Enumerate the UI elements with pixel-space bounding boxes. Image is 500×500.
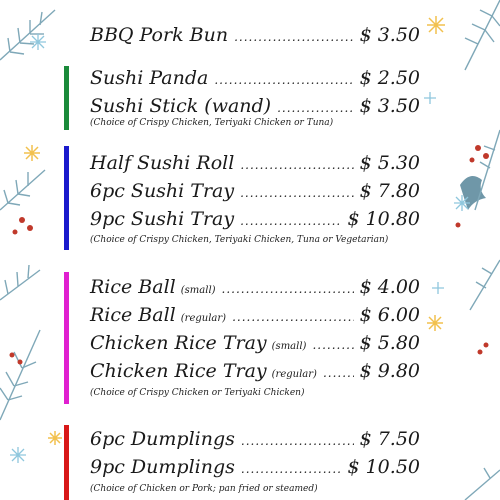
pine-branch-icon bbox=[0, 10, 55, 60]
dot-leader bbox=[277, 97, 353, 119]
item-price: $ 2.50 bbox=[359, 67, 420, 89]
item-price: $ 9.80 bbox=[359, 360, 420, 382]
dot-leader bbox=[214, 69, 353, 91]
item-name: 9pc Dumplings bbox=[90, 456, 235, 478]
item-name: BBQ Pork Bun bbox=[90, 24, 229, 46]
accent-bar-dumpling-group bbox=[64, 425, 69, 500]
item-name: Sushi Panda bbox=[90, 67, 209, 89]
item-name: Rice Ball bbox=[90, 304, 176, 326]
menu-item-chicken-rice-tray-small bbox=[90, 332, 420, 358]
item-size: (regular) bbox=[180, 313, 227, 324]
snowflake-icon bbox=[424, 92, 470, 294]
menu-item-9pc-dumplings bbox=[90, 456, 420, 480]
dot-leader bbox=[234, 26, 353, 48]
dot-leader bbox=[240, 182, 353, 204]
pine-branch-icon bbox=[465, 0, 500, 70]
accent-bar-rice-group bbox=[64, 272, 69, 404]
item-name: 6pc Dumplings bbox=[90, 428, 235, 450]
item-price: $ 5.80 bbox=[359, 332, 420, 354]
snowflake-icon bbox=[10, 34, 46, 463]
choice-note: (Choice of Crispy Chicken or Teriyaki Chicken) bbox=[90, 388, 305, 398]
item-price: $ 6.00 bbox=[359, 304, 420, 326]
dot-leader bbox=[222, 278, 354, 300]
menu-item-bbq-pork-bun bbox=[90, 24, 420, 48]
item-price: $ 7.80 bbox=[359, 180, 420, 202]
menu-item-rice-ball-small bbox=[90, 276, 420, 302]
accent-bar-sushi-panda-group bbox=[64, 66, 69, 130]
item-price: $ 5.30 bbox=[359, 152, 420, 174]
item-size: (regular) bbox=[271, 369, 317, 380]
item-size: (small) bbox=[180, 285, 216, 296]
item-name: Rice Ball bbox=[90, 276, 176, 298]
accent-bar-sushi-roll-group bbox=[64, 146, 69, 250]
item-price: $ 10.50 bbox=[347, 456, 420, 478]
pine-branch-icon bbox=[0, 330, 40, 420]
item-name: 6pc Sushi Tray bbox=[90, 180, 235, 202]
dot-leader bbox=[232, 306, 354, 328]
choice-note: (Choice of Chicken or Pork; pan fried or steamed) bbox=[90, 484, 318, 494]
item-price: $ 4.00 bbox=[359, 276, 420, 298]
pine-branch-icon bbox=[0, 265, 40, 300]
menu-item-6pc-dumplings bbox=[90, 428, 420, 452]
menu-item-9pc-sushi-tray bbox=[90, 208, 420, 232]
menu-item-sushi-stick bbox=[90, 95, 420, 119]
decor-right bbox=[420, 0, 500, 500]
dot-leader bbox=[240, 210, 341, 232]
dot-leader bbox=[240, 154, 353, 176]
dot-leader bbox=[241, 430, 354, 452]
dot-leader bbox=[241, 458, 342, 480]
star-icon bbox=[427, 16, 445, 331]
dot-leader bbox=[312, 334, 353, 356]
menu-item-half-sushi-roll bbox=[90, 152, 420, 176]
item-name: Chicken Rice Tray bbox=[90, 332, 267, 354]
menu-item-sushi-panda bbox=[90, 67, 420, 91]
item-price: $ 7.50 bbox=[359, 428, 420, 450]
berry-icon bbox=[456, 145, 490, 355]
berry-icon bbox=[10, 217, 34, 365]
holly-leaf-icon bbox=[460, 176, 486, 210]
item-name: 9pc Sushi Tray bbox=[90, 208, 235, 230]
item-name: Chicken Rice Tray bbox=[90, 360, 267, 382]
pine-branch-icon bbox=[465, 130, 500, 500]
choice-note: (Choice of Crispy Chicken, Teriyaki Chicken, Tuna or Vegetarian) bbox=[90, 235, 389, 245]
menu-item-6pc-sushi-tray bbox=[90, 180, 420, 204]
item-price: $ 10.80 bbox=[347, 208, 420, 230]
item-size: (small) bbox=[271, 341, 307, 352]
decor-left bbox=[0, 0, 70, 500]
item-name: Half Sushi Roll bbox=[90, 152, 235, 174]
item-price: $ 3.50 bbox=[359, 24, 420, 46]
star-icon bbox=[24, 145, 62, 445]
dot-leader bbox=[323, 362, 354, 384]
menu-item-chicken-rice-tray-regular bbox=[90, 360, 420, 386]
menu-item-rice-ball-regular bbox=[90, 304, 420, 330]
pine-branch-icon bbox=[0, 170, 45, 210]
choice-note: (Choice of Crispy Chicken, Teriyaki Chicken or Tuna) bbox=[90, 118, 334, 128]
item-name: Sushi Stick (wand) bbox=[90, 95, 272, 117]
item-price: $ 3.50 bbox=[359, 95, 420, 117]
